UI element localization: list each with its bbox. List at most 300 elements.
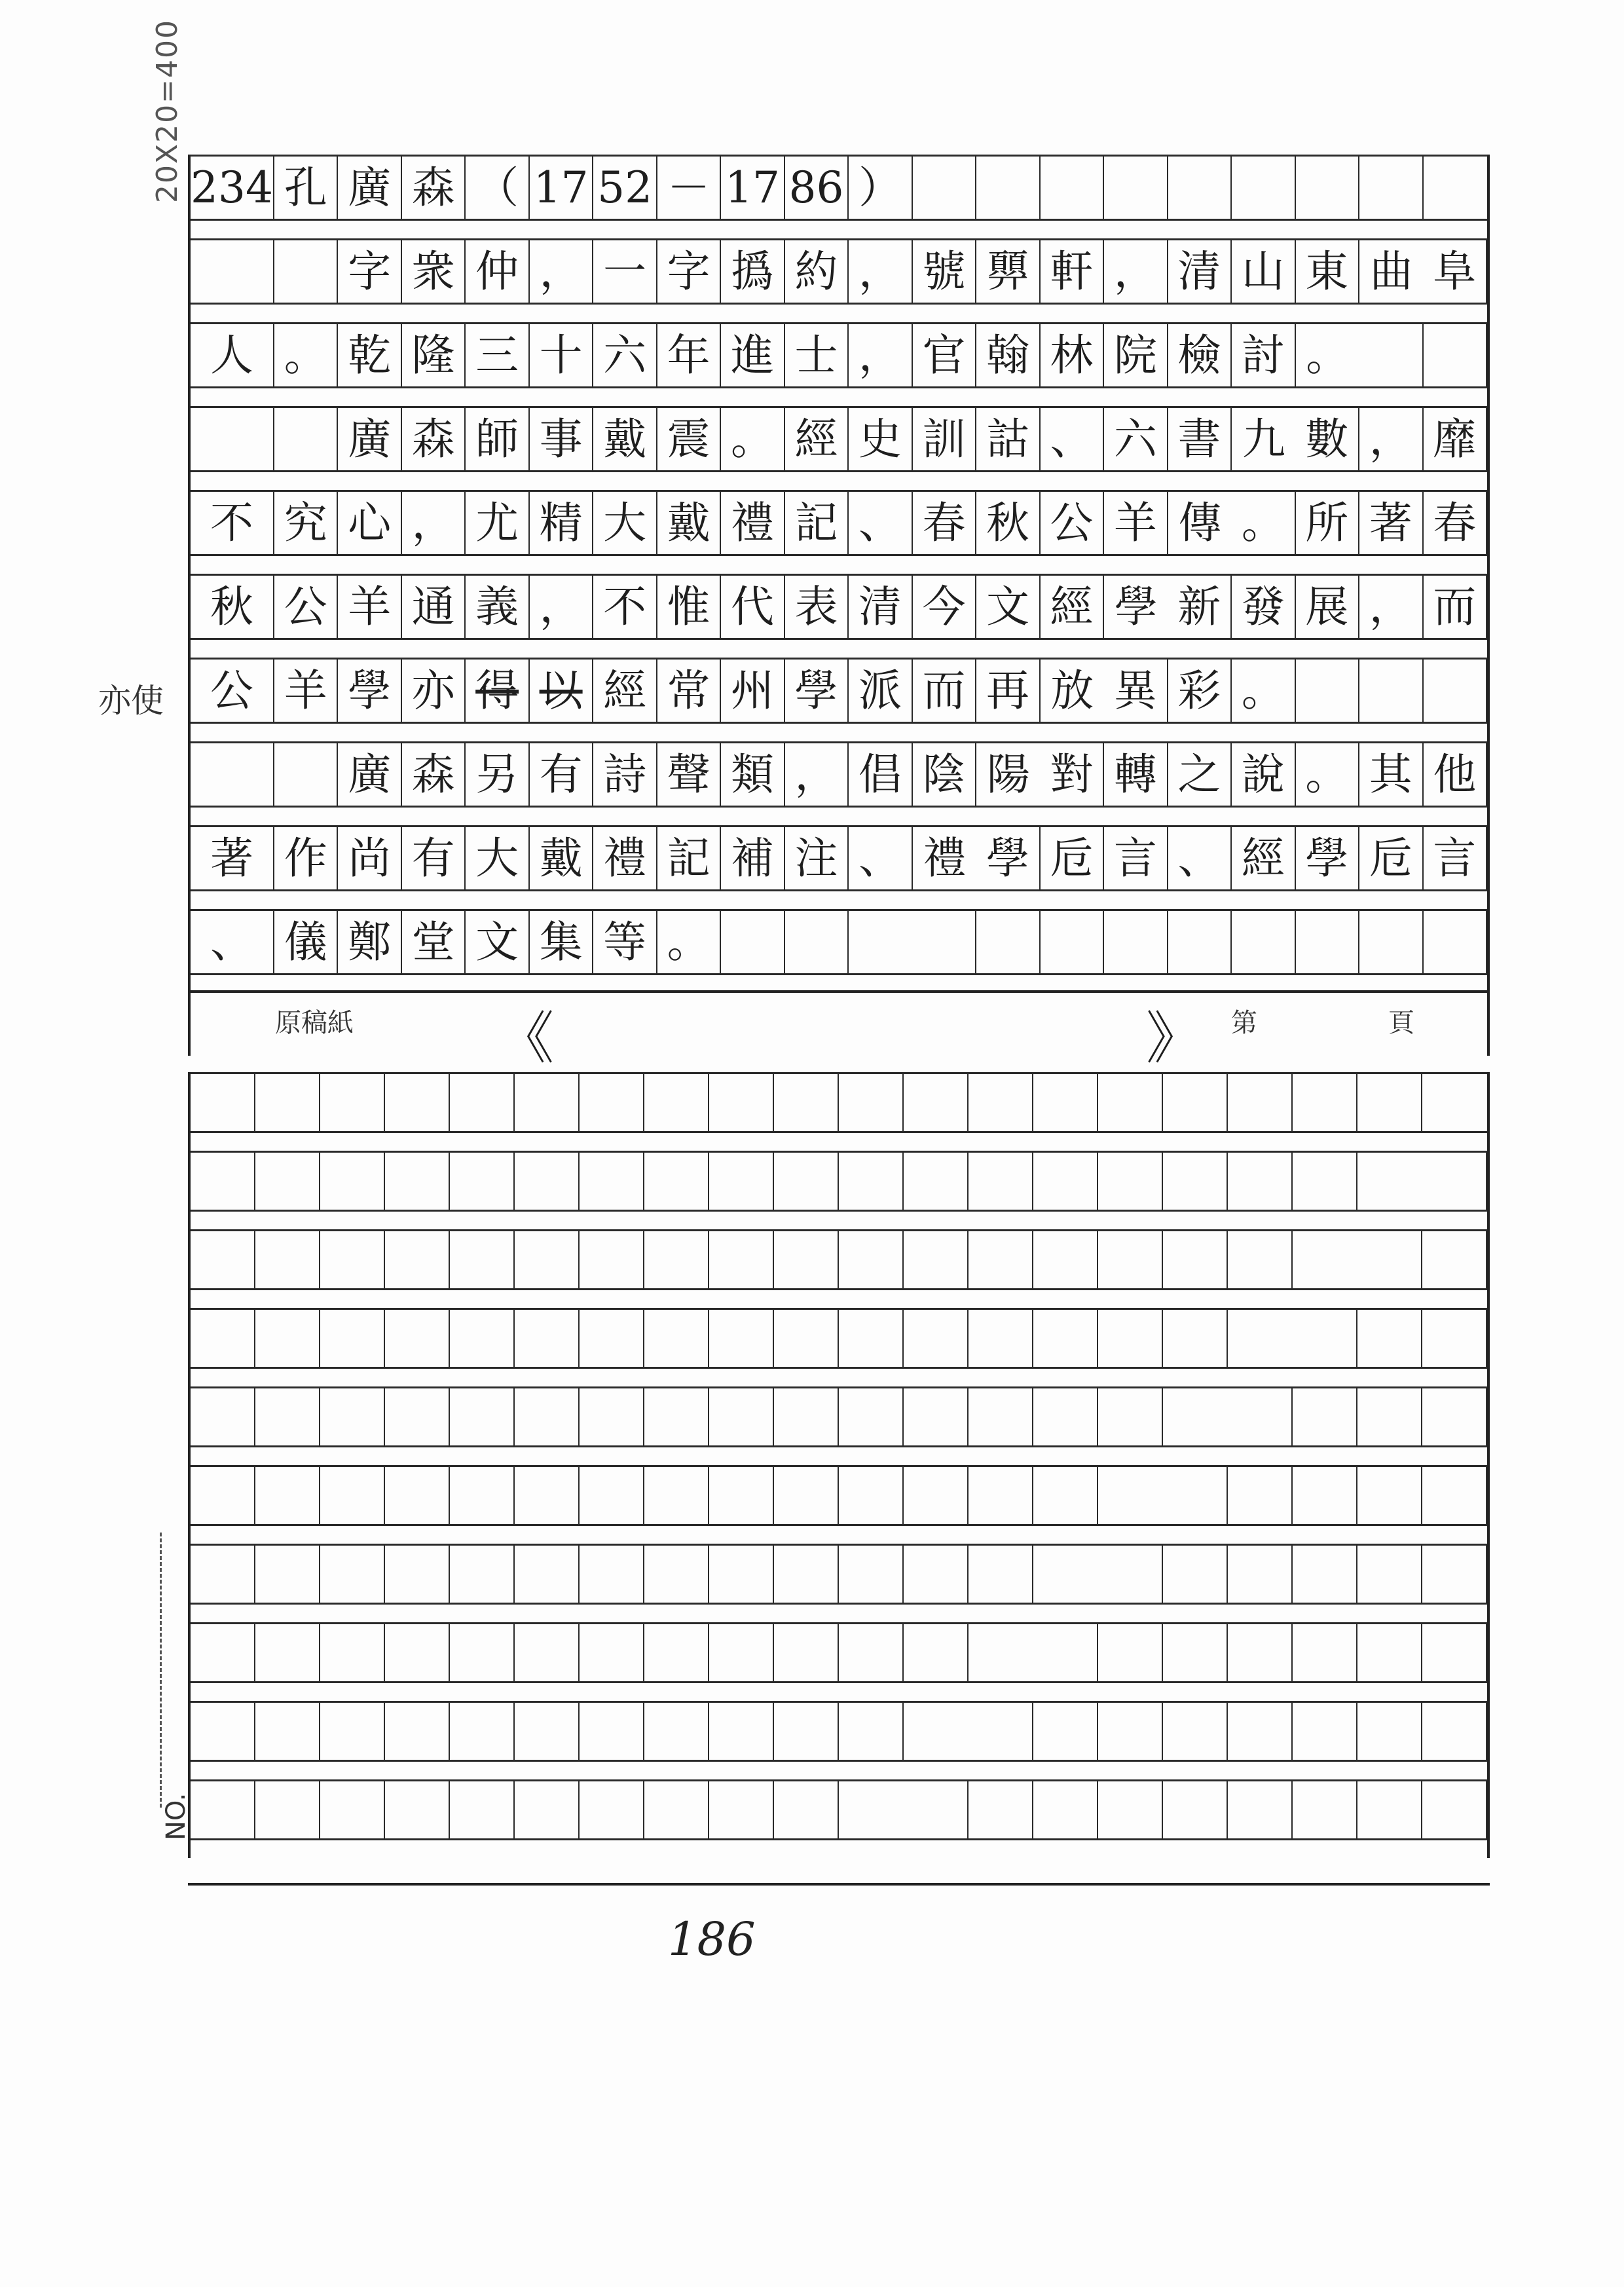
grid-cell: 公 (191, 658, 274, 722)
blank-grid-cell (580, 1072, 644, 1131)
blank-grid-cell (1228, 1229, 1293, 1288)
blank-grid-cell (1228, 1544, 1293, 1603)
blank-grid-cell (1033, 1622, 1098, 1681)
blank-grid-cell (774, 1151, 839, 1210)
blank-grid-cell (644, 1622, 709, 1681)
grid-cell: 十 (530, 322, 593, 386)
blank-grid-cell (255, 1308, 320, 1367)
grid-cell (1359, 322, 1423, 386)
blank-grid-cell (580, 1151, 644, 1210)
grid-cell: 他 (1424, 741, 1487, 806)
blank-grid-cell (1228, 1779, 1293, 1838)
grid-cell: 戴 (593, 406, 657, 470)
blank-grid-cell (320, 1622, 385, 1681)
blank-grid-cell (320, 1779, 385, 1838)
grid-cell: 作 (274, 825, 338, 889)
blank-grid-cell (969, 1229, 1033, 1288)
grid-cell: 86 (785, 155, 849, 219)
blank-grid-cell (1357, 1701, 1422, 1760)
grid-cell: 記 (785, 490, 849, 554)
grid-cell (913, 155, 976, 219)
blank-grid-cell (969, 1308, 1033, 1367)
grid-cell: 言 (1424, 825, 1487, 889)
blank-grid-cell (191, 1386, 255, 1445)
grid-cell: 六 (593, 322, 657, 386)
blank-grid-cell (774, 1229, 839, 1288)
grid-cell: ） (849, 155, 912, 219)
grid-cell: 顨 (976, 238, 1040, 303)
grid-bottom-border (188, 1883, 1490, 1886)
blank-grid-cell (904, 1151, 969, 1210)
blank-grid-cell (450, 1701, 515, 1760)
row-gap (191, 1210, 1487, 1229)
grid-cell: 17 (530, 155, 593, 219)
blank-grid-cell (1033, 1308, 1098, 1367)
grid-cell: 林 (1041, 322, 1104, 386)
grid-cell: 異 (1104, 658, 1168, 722)
blank-grid-cell (709, 1151, 774, 1210)
blank-grid-cell (774, 1779, 839, 1838)
grid-cell: 清 (849, 574, 912, 638)
blank-grid-cell (904, 1465, 969, 1524)
row-gap (191, 386, 1487, 406)
grid-cell: ， (785, 741, 849, 806)
grid-cell: 不 (191, 490, 274, 554)
grid-cell: 翰 (976, 322, 1040, 386)
grid-cell: 倡 (849, 741, 912, 806)
grid-cell: 廣 (338, 406, 401, 470)
blank-grid-cell (1422, 1622, 1487, 1681)
blank-grid-cell (450, 1308, 515, 1367)
blank-grid-cell (774, 1544, 839, 1603)
blank-grid-cell (1228, 1701, 1293, 1760)
grid-cell: 陰 (913, 741, 976, 806)
blank-grid-cell (969, 1386, 1033, 1445)
blank-grid-cell (1293, 1229, 1357, 1288)
blank-grid-cell (644, 1072, 709, 1131)
grid-cell: 孔 (274, 155, 338, 219)
grid-cell: 詩 (593, 741, 657, 806)
grid-cell: 學 (785, 658, 849, 722)
grid-cell (976, 909, 1040, 973)
row-gap (191, 1838, 1487, 1858)
grid-cell: 另 (466, 741, 529, 806)
blank-grid-cell (644, 1229, 709, 1288)
blank-grid-cell (839, 1544, 904, 1603)
grid-cell: 。 (274, 322, 338, 386)
grid-cell: 公 (274, 574, 338, 638)
grid-cell: 字 (657, 238, 721, 303)
grid-cell (1296, 155, 1359, 219)
grid-cell (274, 406, 338, 470)
grid-cell: 集 (530, 909, 593, 973)
blank-grid-cell (709, 1779, 774, 1838)
grid-cell: 州 (721, 658, 784, 722)
blank-grid-cell (644, 1544, 709, 1603)
grid-cell: 對 (1041, 741, 1104, 806)
blank-grid-cell (904, 1701, 969, 1760)
blank-grid-cell (385, 1229, 450, 1288)
blank-grid-cell (191, 1308, 255, 1367)
grid-cell: 一 (593, 238, 657, 303)
blank-grid-cell (1033, 1386, 1098, 1445)
blank-grid-cell (1293, 1465, 1357, 1524)
blank-grid-cell (969, 1701, 1033, 1760)
blank-grid-cell (385, 1072, 450, 1131)
grid-cell: 而 (913, 658, 976, 722)
grid-cell: 以 (530, 658, 593, 722)
grid-cell (976, 155, 1040, 219)
grid-cell: 九 (1232, 406, 1295, 470)
blank-grid-cell (709, 1465, 774, 1524)
grid-cell: 檢 (1168, 322, 1232, 386)
blank-grid-cell (385, 1544, 450, 1603)
grid-cell: 言 (1104, 825, 1168, 889)
grid-cell: 而 (1424, 574, 1487, 638)
grid-cell: 廣 (338, 741, 401, 806)
blank-grid-cell (191, 1072, 255, 1131)
grid-cell: 仲 (466, 238, 529, 303)
blank-grid-cell (1228, 1308, 1293, 1367)
grid-cell: 清 (1168, 238, 1232, 303)
blank-grid-cell (1293, 1072, 1357, 1131)
grid-cell: 轉 (1104, 741, 1168, 806)
grid-cell: 禮 (913, 825, 976, 889)
grid-cell: 補 (721, 825, 784, 889)
grid-cell: 聲 (657, 741, 721, 806)
row-gap (191, 1131, 1487, 1151)
blank-grid-cell (515, 1779, 580, 1838)
blank-grid-cell (644, 1465, 709, 1524)
blank-grid-cell (191, 1622, 255, 1681)
blank-grid-cell (1033, 1465, 1098, 1524)
grid-cell: 。 (1296, 322, 1359, 386)
grid-cell: 、 (849, 490, 912, 554)
grid-cell: 院 (1104, 322, 1168, 386)
grid-cell (1168, 155, 1232, 219)
blank-grid-cell (450, 1544, 515, 1603)
blank-grid-cell (1293, 1701, 1357, 1760)
blank-grid-cell (709, 1229, 774, 1288)
blank-grid-cell (774, 1465, 839, 1524)
blank-grid-cell (839, 1229, 904, 1288)
blank-grid-cell (1163, 1779, 1228, 1838)
grid-cell: 亦 (402, 658, 466, 722)
grid-cell: 學 (1104, 574, 1168, 638)
grid-cell: 其 (1359, 741, 1423, 806)
blank-grid-cell (385, 1386, 450, 1445)
grid-cell: 阜 (1424, 238, 1487, 303)
grid-cell: 學 (1296, 825, 1359, 889)
blank-grid-cell (515, 1308, 580, 1367)
blank-grid-cell (1098, 1544, 1163, 1603)
blank-grid-cell (1033, 1229, 1098, 1288)
blank-writing-grid (188, 1072, 1490, 1858)
row-gap (191, 1681, 1487, 1701)
blank-grid-cell (1163, 1151, 1228, 1210)
grid-cell (1296, 658, 1359, 722)
blank-grid-cell (1228, 1622, 1293, 1681)
grid-cell: 詁 (976, 406, 1040, 470)
grid-cell: 秋 (976, 490, 1040, 554)
grid-cell: 說 (1232, 741, 1295, 806)
grid-size-label: 20X20=400 (151, 19, 184, 203)
blank-grid-cell (774, 1386, 839, 1445)
grid-cell: 注 (785, 825, 849, 889)
blank-grid-cell (644, 1151, 709, 1210)
blank-grid-cell (450, 1465, 515, 1524)
blank-grid-cell (1228, 1386, 1293, 1445)
blank-grid-cell (1098, 1072, 1163, 1131)
grid-cell: ， (1359, 574, 1423, 638)
grid-cell: 有 (530, 741, 593, 806)
blank-grid-cell (1357, 1544, 1422, 1603)
grid-cell: 堂 (402, 909, 466, 973)
grid-cell (1296, 909, 1359, 973)
grid-cell: 山 (1232, 238, 1295, 303)
blank-grid-cell (1293, 1622, 1357, 1681)
grid-cell: 禮 (721, 490, 784, 554)
blank-grid-cell (904, 1229, 969, 1288)
grid-cell (1104, 909, 1168, 973)
grid-cell: 有 (402, 825, 466, 889)
blank-grid-cell (1357, 1779, 1422, 1838)
grid-cell: 羊 (1104, 490, 1168, 554)
row-gap (191, 303, 1487, 322)
blank-grid-cell (255, 1386, 320, 1445)
grid-cell: 經 (593, 658, 657, 722)
blank-grid-cell (774, 1072, 839, 1131)
blank-grid-cell (255, 1072, 320, 1131)
blank-grid-cell (1163, 1465, 1228, 1524)
grid-cell (1041, 909, 1104, 973)
blank-grid-cell (255, 1779, 320, 1838)
row-gap (191, 1367, 1487, 1386)
blank-grid-cell (1422, 1779, 1487, 1838)
grid-cell (1104, 155, 1168, 219)
grid-cell (1424, 155, 1487, 219)
grid-cell: 派 (849, 658, 912, 722)
grid-cell: 約 (785, 238, 849, 303)
grid-cell: 秋 (191, 574, 274, 638)
row-gap (191, 1445, 1487, 1465)
grid-cell: 學 (338, 658, 401, 722)
blank-grid-cell (1033, 1151, 1098, 1210)
blank-grid-cell (255, 1622, 320, 1681)
row-gap (191, 806, 1487, 825)
grid-cell: （ (466, 155, 529, 219)
grid-cell: － (657, 155, 721, 219)
grid-cell: 卮 (1041, 825, 1104, 889)
grid-cell: 鄭 (338, 909, 401, 973)
blank-grid-cell (515, 1072, 580, 1131)
grid-cell: 、 (1168, 825, 1232, 889)
blank-grid-cell (515, 1701, 580, 1760)
blank-grid-cell (191, 1779, 255, 1838)
grid-cell: 人 (191, 322, 274, 386)
blank-grid-cell (385, 1701, 450, 1760)
grid-cell: 52 (593, 155, 657, 219)
blank-grid-cell (320, 1465, 385, 1524)
blank-grid-cell (320, 1701, 385, 1760)
grid-cell (721, 909, 784, 973)
blank-grid-cell (774, 1308, 839, 1367)
grid-cell: 、 (849, 825, 912, 889)
grid-cell: 乾 (338, 322, 401, 386)
blank-grid-cell (904, 1386, 969, 1445)
row-gap (191, 1603, 1487, 1622)
grid-cell: 17 (721, 155, 784, 219)
blank-grid-cell (1422, 1072, 1487, 1131)
grid-cell: 字 (338, 238, 401, 303)
row-gap (191, 889, 1487, 909)
blank-grid-cell (644, 1701, 709, 1760)
grid-cell: 事 (530, 406, 593, 470)
blank-grid-cell (191, 1465, 255, 1524)
blank-grid-cell (320, 1151, 385, 1210)
manuscript-paper-label: 原稿紙 (275, 1008, 354, 1038)
grid-cell: 曲 (1359, 238, 1423, 303)
grid-cell (1232, 155, 1295, 219)
grid-cell: 東 (1296, 238, 1359, 303)
blank-grid-cell (1293, 1308, 1357, 1367)
grid-cell: ， (530, 238, 593, 303)
blank-grid-cell (774, 1622, 839, 1681)
grid-cell: 之 (1168, 741, 1232, 806)
grid-cell: 。 (1296, 741, 1359, 806)
blank-grid-cell (1163, 1229, 1228, 1288)
manuscript-text-grid (188, 155, 1490, 993)
blank-grid-cell (1357, 1151, 1422, 1210)
grid-cell: 士 (785, 322, 849, 386)
blank-grid-cell (1422, 1701, 1487, 1760)
grid-cell: 不 (593, 574, 657, 638)
blank-grid-cell (1357, 1308, 1422, 1367)
grid-cell: 森 (402, 406, 466, 470)
blank-grid-cell (1293, 1386, 1357, 1445)
blank-grid-cell (515, 1544, 580, 1603)
blank-grid-cell (1422, 1386, 1487, 1445)
blank-grid-cell (709, 1308, 774, 1367)
row-gap (191, 1760, 1487, 1779)
grid-cell: 大 (466, 825, 529, 889)
grid-cell: 春 (1424, 490, 1487, 554)
blank-grid-cell (839, 1622, 904, 1681)
blank-grid-cell (839, 1779, 904, 1838)
blank-grid-cell (1228, 1465, 1293, 1524)
grid-cell: 。 (1232, 658, 1295, 722)
blank-grid-cell (1163, 1544, 1228, 1603)
blank-grid-cell (580, 1386, 644, 1445)
blank-grid-cell (580, 1779, 644, 1838)
blank-grid-cell (1357, 1622, 1422, 1681)
blank-grid-cell (1098, 1779, 1163, 1838)
blank-grid-cell (450, 1151, 515, 1210)
grid-cell: 再 (976, 658, 1040, 722)
grid-cell: 文 (466, 909, 529, 973)
blank-grid-cell (969, 1544, 1033, 1603)
blank-grid-cell (1098, 1229, 1163, 1288)
grid-cell: 表 (785, 574, 849, 638)
grid-cell: 文 (976, 574, 1040, 638)
grid-cell: 書 (1168, 406, 1232, 470)
blank-grid-cell (969, 1779, 1033, 1838)
blank-grid-cell (1098, 1701, 1163, 1760)
row-gap (191, 470, 1487, 490)
blank-grid-cell (580, 1701, 644, 1760)
grid-cell: 類 (721, 741, 784, 806)
blank-grid-cell (1098, 1386, 1163, 1445)
blank-grid-cell (709, 1544, 774, 1603)
grid-cell: 著 (1359, 490, 1423, 554)
blank-grid-cell (1293, 1779, 1357, 1838)
blank-grid-cell (320, 1072, 385, 1131)
blank-grid-cell (1033, 1779, 1098, 1838)
grid-cell: 森 (402, 741, 466, 806)
grid-cell: 尚 (338, 825, 401, 889)
grid-cell (913, 909, 976, 973)
blank-grid-cell (1163, 1622, 1228, 1681)
grid-cell (1041, 155, 1104, 219)
blank-grid-cell (1422, 1544, 1487, 1603)
blank-grid-cell (515, 1465, 580, 1524)
grid-cell: 六 (1104, 406, 1168, 470)
blank-grid-cell (904, 1072, 969, 1131)
blank-grid-cell (644, 1779, 709, 1838)
blank-grid-cell (515, 1229, 580, 1288)
grid-cell (191, 741, 274, 806)
blank-grid-cell (904, 1308, 969, 1367)
blank-grid-cell (191, 1229, 255, 1288)
grid-cell: 師 (466, 406, 529, 470)
blank-grid-cell (1422, 1308, 1487, 1367)
grid-cell: 靡 (1424, 406, 1487, 470)
grid-cell: 大 (593, 490, 657, 554)
blank-grid-cell (644, 1308, 709, 1367)
row-gap (191, 722, 1487, 741)
blank-grid-cell (255, 1229, 320, 1288)
grid-cell: 陽 (976, 741, 1040, 806)
grid-cell: 所 (1296, 490, 1359, 554)
blank-grid-cell (839, 1308, 904, 1367)
blank-grid-cell (515, 1622, 580, 1681)
grid-cell: 234 (191, 155, 274, 219)
grid-cell (274, 741, 338, 806)
blank-grid-cell (1163, 1701, 1228, 1760)
grid-cell: 史 (849, 406, 912, 470)
grid-cell (1359, 155, 1423, 219)
blank-grid-cell (1228, 1072, 1293, 1131)
grid-cell: 心 (338, 490, 401, 554)
grid-cell: 。 (657, 909, 721, 973)
grid-cell: 撝 (721, 238, 784, 303)
grid-cell: ， (530, 574, 593, 638)
blank-grid-cell (255, 1544, 320, 1603)
grid-cell: 羊 (338, 574, 401, 638)
blank-grid-cell (255, 1151, 320, 1210)
blank-grid-cell (580, 1465, 644, 1524)
grid-cell: 官 (913, 322, 976, 386)
number-label: NO. (161, 1793, 191, 1840)
grid-cell: 放 (1041, 658, 1104, 722)
blank-grid-cell (839, 1465, 904, 1524)
blank-grid-cell (839, 1072, 904, 1131)
blank-grid-cell (1163, 1308, 1228, 1367)
number-dash-line (160, 1533, 162, 1808)
grid-cell: ， (1104, 238, 1168, 303)
title-bracket-left: 《 (498, 1006, 554, 1071)
title-bracket-right: 》 (1146, 1006, 1202, 1071)
